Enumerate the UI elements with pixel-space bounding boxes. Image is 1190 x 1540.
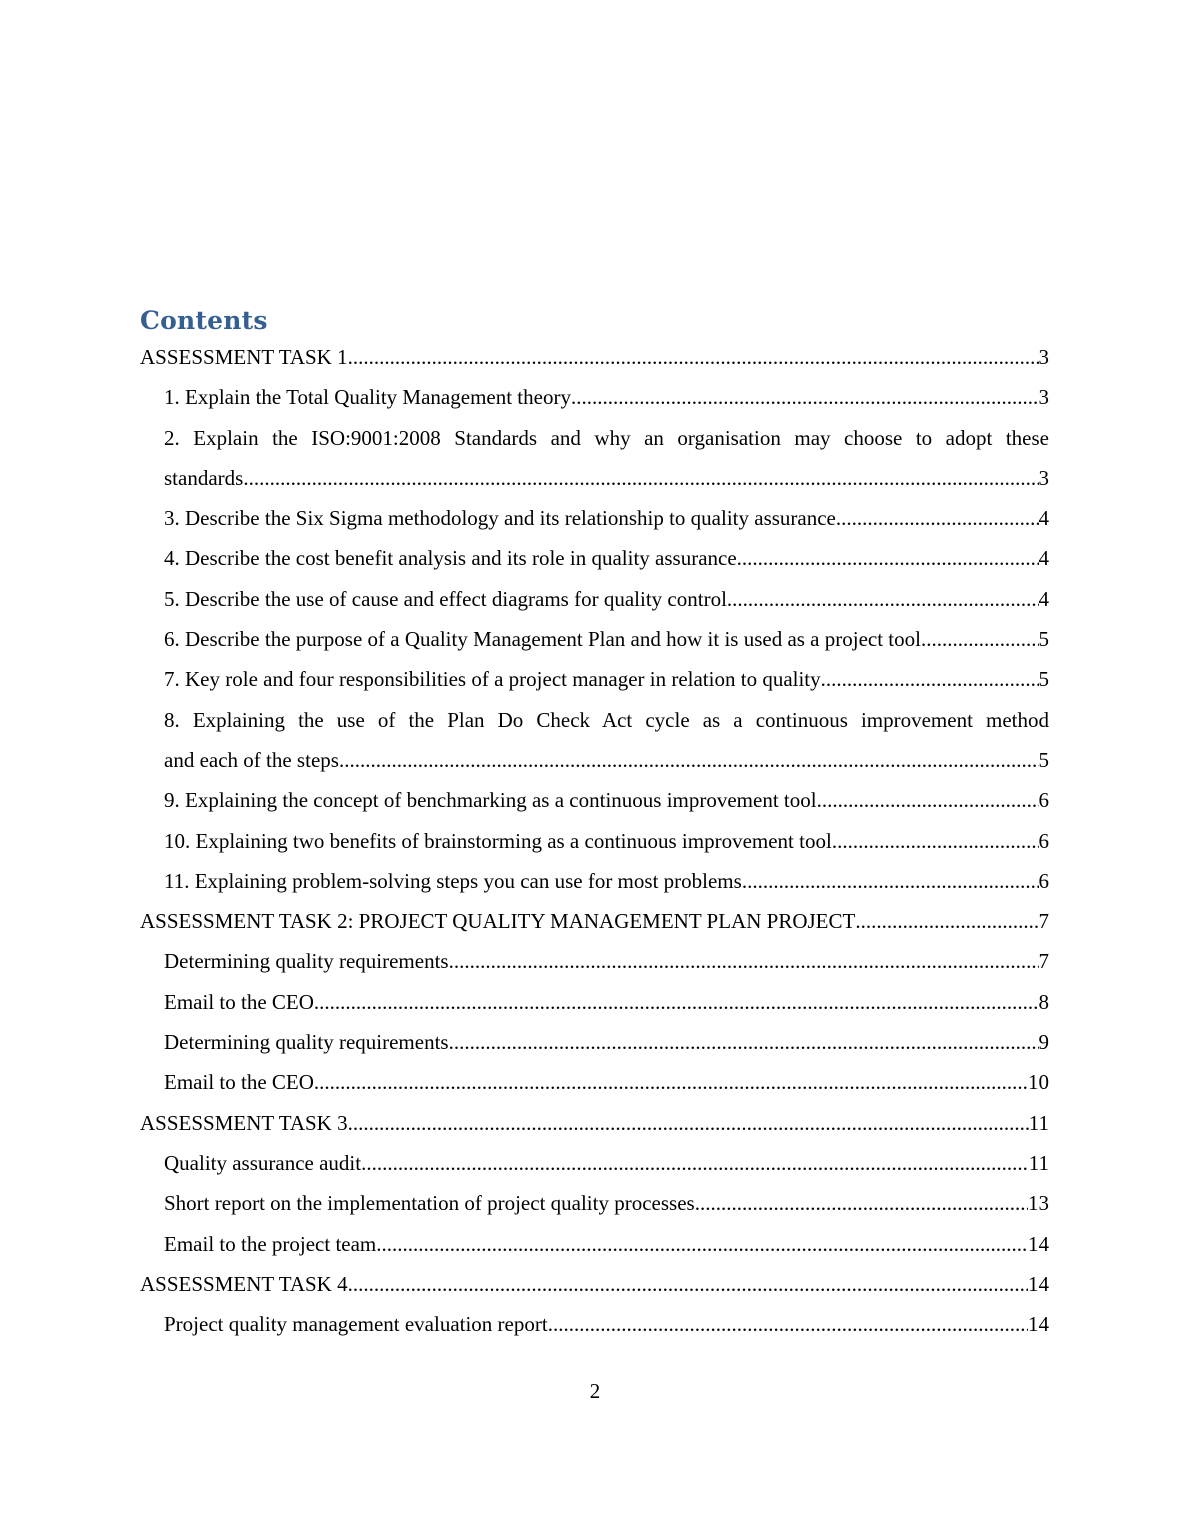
toc-entry-task1-item-3[interactable] (164, 498, 1049, 538)
toc-entry-title-line1: 2. Explain the ISO:9001:2008 Standards and why an organisation may choose to adopt these (164, 425, 1049, 450)
dot-leader (737, 538, 1039, 578)
toc-entry-task1-item-6[interactable] (164, 619, 1049, 659)
toc-entry-page: 7 (1038, 909, 1049, 934)
toc-entry-page: 14 (1028, 1231, 1049, 1256)
dot-leader (836, 498, 1039, 538)
dot-leader (742, 861, 1039, 901)
toc-entry-page: 10 (1028, 1070, 1049, 1095)
toc-entry-assessment-task-1[interactable] (140, 337, 1049, 377)
dot-leader (243, 458, 1038, 498)
toc-entry-title: 3. Describe the Six Sigma methodology and its relationship to quality assurance (164, 506, 836, 531)
toc-entry-task1-item-8[interactable] (164, 700, 1049, 781)
toc-entry-title: 4. Describe the cost benefit analysis and its role in quality assurance (164, 546, 737, 571)
toc-entry-title: 5. Describe the use of cause and effect diagrams for quality control (164, 586, 727, 611)
toc-entry-task1-item-7[interactable] (164, 659, 1049, 699)
toc-entry-page: 4 (1038, 586, 1049, 611)
toc-entry-page: 14 (1028, 1312, 1049, 1337)
toc-entry-determining-quality-requirements[interactable] (164, 941, 1049, 981)
dot-leader (314, 1062, 1028, 1102)
toc-entry-title: Email to the project team (164, 1231, 377, 1256)
dot-leader (571, 377, 1039, 417)
dot-leader (855, 901, 1038, 941)
toc-entry-title-line2 (164, 458, 1049, 498)
toc-entry-page: 8 (1038, 989, 1049, 1014)
toc-entry-title: ASSESSMENT TASK 3 (140, 1110, 348, 1135)
dot-leader (361, 1143, 1029, 1183)
toc-entry-evaluation-report[interactable] (164, 1304, 1049, 1344)
dot-leader (832, 821, 1039, 861)
toc-entry-page: 6 (1038, 868, 1049, 893)
toc-entry-page: 7 (1038, 949, 1049, 974)
toc-entry-page: 6 (1038, 828, 1049, 853)
toc-entry-title: Determining quality requirements (164, 949, 449, 974)
toc-entry-page: 3 (1038, 385, 1049, 410)
dot-leader (727, 579, 1039, 619)
toc-entry-title: Email to the CEO (164, 1070, 314, 1095)
toc-entry-title: ASSESSMENT TASK 4 (140, 1271, 348, 1296)
dot-leader (449, 1022, 1039, 1062)
toc-entry-page: 6 (1038, 788, 1049, 813)
toc-entry-page: 11 (1028, 1110, 1049, 1135)
toc-entry-quality-assurance-audit[interactable] (164, 1143, 1049, 1183)
toc-entry-task1-item-2[interactable] (164, 418, 1049, 499)
toc-entry-short-report[interactable] (164, 1183, 1049, 1223)
toc-heading: Contents (140, 306, 268, 335)
toc-entry-page: 4 (1038, 506, 1049, 531)
toc-entry-page: 5 (1038, 627, 1049, 652)
toc-entry-page: 4 (1038, 546, 1049, 571)
toc-entry-assessment-task-3[interactable] (140, 1103, 1049, 1143)
toc-entry-title-line2 (164, 740, 1049, 780)
toc-entry-title-line1: 8. Explaining the use of the Plan Do Check Act cycle as a continuous improvement method (164, 707, 1049, 732)
toc-entry-title: ASSESSMENT TASK 1 (140, 345, 348, 369)
toc-entry-page: 3 (1038, 465, 1049, 490)
dot-leader (348, 337, 1039, 377)
toc-entry-assessment-task-2[interactable] (140, 901, 1049, 941)
dot-leader (821, 659, 1039, 699)
dot-leader (817, 780, 1039, 820)
toc-entry-title: and each of the steps (164, 747, 339, 772)
toc-entry-title: ASSESSMENT TASK 2: PROJECT QUALITY MANAGEMENT PLAN PROJECT (140, 909, 856, 934)
toc-entry-task1-item-4[interactable] (164, 538, 1049, 578)
dot-leader (348, 1264, 1028, 1304)
dot-leader (339, 740, 1039, 780)
toc-entry-page: 13 (1028, 1191, 1049, 1216)
toc-entry-title: 1. Explain the Total Quality Management theory (164, 385, 571, 410)
toc-entry-task1-item-11[interactable] (164, 861, 1049, 901)
dot-leader (921, 619, 1039, 659)
dot-leader (376, 1224, 1028, 1264)
toc-entry-task1-item-10[interactable] (164, 821, 1049, 861)
toc-entry-title: 7. Key role and four responsibilities of a project manager in relation to quality (164, 667, 821, 692)
toc-entry-title: Project quality management evaluation report (164, 1312, 548, 1337)
dot-leader (348, 1103, 1029, 1143)
toc-entry-page: 5 (1038, 667, 1049, 692)
dot-leader (695, 1183, 1028, 1223)
toc-entry-title: standards (164, 465, 244, 490)
toc-entry-title: 6. Describe the purpose of a Quality Management Plan and how it is used as a project tool (164, 627, 921, 652)
toc-entry-email-to-project-team[interactable] (164, 1224, 1049, 1264)
toc-entry-title: Email to the CEO (164, 989, 314, 1014)
toc-entry-title: 11. Explaining problem-solving steps you can use for most problems (164, 868, 742, 893)
toc-entry-page: 9 (1038, 1030, 1049, 1055)
toc-entry-page: 11 (1028, 1150, 1049, 1175)
page-number: 2 (589, 1379, 601, 1403)
toc-entry-page: 14 (1028, 1271, 1049, 1296)
toc-entry-email-to-ceo[interactable] (164, 1062, 1049, 1102)
toc-entry-task1-item-9[interactable] (164, 780, 1049, 820)
dot-leader (449, 941, 1039, 981)
table-of-contents (140, 337, 1049, 1344)
toc-entry-title: Short report on the implementation of project quality processes (164, 1191, 695, 1216)
toc-entry-task1-item-5[interactable] (164, 579, 1049, 619)
toc-entry-title: Determining quality requirements (164, 1030, 449, 1055)
toc-entry-title: Quality assurance audit (164, 1150, 362, 1175)
toc-entry-task1-item-1[interactable] (164, 377, 1049, 417)
toc-entry-title: 9. Explaining the concept of benchmarking as a continuous improvement tool (164, 788, 817, 813)
dot-leader (548, 1304, 1028, 1344)
toc-entry-page: 3 (1038, 345, 1049, 369)
dot-leader (314, 982, 1039, 1022)
toc-entry-assessment-task-4[interactable] (140, 1264, 1049, 1304)
toc-entry-determining-quality-requirements[interactable] (164, 1022, 1049, 1062)
toc-entry-page: 5 (1038, 747, 1049, 772)
toc-entry-title: 10. Explaining two benefits of brainstorming as a continuous improvement tool (164, 828, 832, 853)
toc-entry-email-to-ceo[interactable] (164, 982, 1049, 1022)
